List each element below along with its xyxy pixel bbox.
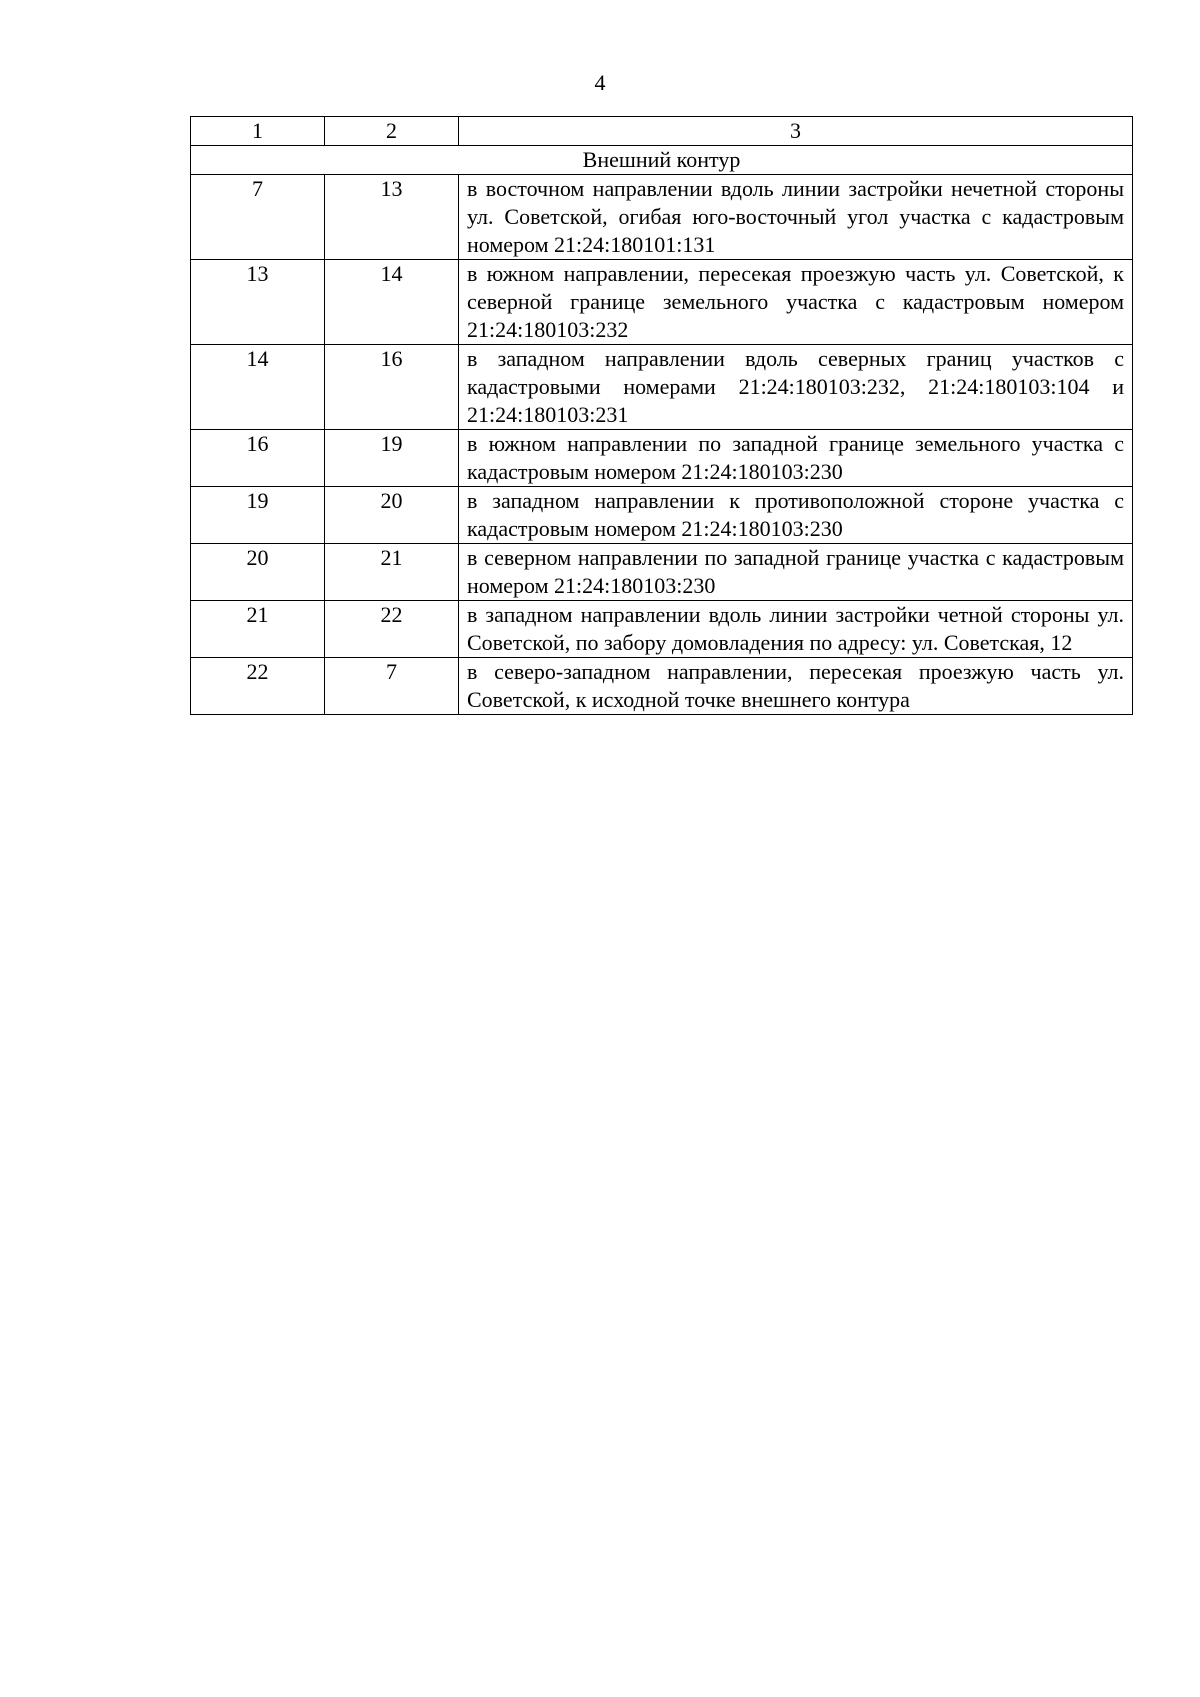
point-from: 7 <box>191 175 325 260</box>
table-row <box>191 658 1133 715</box>
boundary-description: в южном направлении по западной границе земельного участка с кадастровым номером 21:24:180103:230 <box>459 430 1133 487</box>
section-title: Внешний контур <box>191 146 1133 175</box>
point-from: 20 <box>191 544 325 601</box>
table-row <box>191 430 1133 487</box>
column-header-2: 2 <box>325 117 459 146</box>
point-to: 14 <box>325 260 459 345</box>
table-row <box>191 260 1133 345</box>
boundary-description: в северо-западном направлении, пересекая проезжую часть ул. Советской, к исходной точке внешнего контура <box>459 658 1133 715</box>
boundary-description: в южном направлении, пересекая проезжую часть ул. Советской, к северной границе земельного участка с кадастровым номером 21:24:180103:232 <box>459 260 1133 345</box>
column-header-1: 1 <box>191 117 325 146</box>
boundary-description: в западном направлении вдоль северных границ участков с кадастровыми номерами 21:24:180103:232, 21:24:180103:104 и 21:24:180103:231 <box>459 345 1133 430</box>
table-row <box>191 345 1133 430</box>
point-to: 20 <box>325 487 459 544</box>
point-from: 22 <box>191 658 325 715</box>
point-to: 16 <box>325 345 459 430</box>
boundary-description-table <box>190 116 1133 715</box>
point-from: 21 <box>191 601 325 658</box>
point-to: 21 <box>325 544 459 601</box>
point-to: 19 <box>325 430 459 487</box>
table-row <box>191 487 1133 544</box>
page-number: 4 <box>594 70 606 95</box>
table-row <box>191 175 1133 260</box>
point-to: 22 <box>325 601 459 658</box>
column-header-3: 3 <box>459 117 1133 146</box>
boundary-description: в западном направлении вдоль линии застройки четной стороны ул. Советской, по забору домовладения по адресу: ул. Советская, 12 <box>459 601 1133 658</box>
boundary-description: в восточном направлении вдоль линии застройки нечетной стороны ул. Советской, огибая юго-восточный угол участка с кадастровым номером 21:24:180101:131 <box>459 175 1133 260</box>
boundary-description: в западном направлении к противоположной стороне участка с кадастровым номером 21:24:180103:230 <box>459 487 1133 544</box>
point-from: 19 <box>191 487 325 544</box>
point-from: 13 <box>191 260 325 345</box>
point-from: 16 <box>191 430 325 487</box>
table-header-row <box>191 117 1133 146</box>
section-row <box>191 146 1133 175</box>
point-to: 7 <box>325 658 459 715</box>
table-row <box>191 544 1133 601</box>
point-to: 13 <box>325 175 459 260</box>
point-from: 14 <box>191 345 325 430</box>
table-row <box>191 601 1133 658</box>
boundary-description: в северном направлении по западной границе участка с кадастровым номером 21:24:180103:230 <box>459 544 1133 601</box>
